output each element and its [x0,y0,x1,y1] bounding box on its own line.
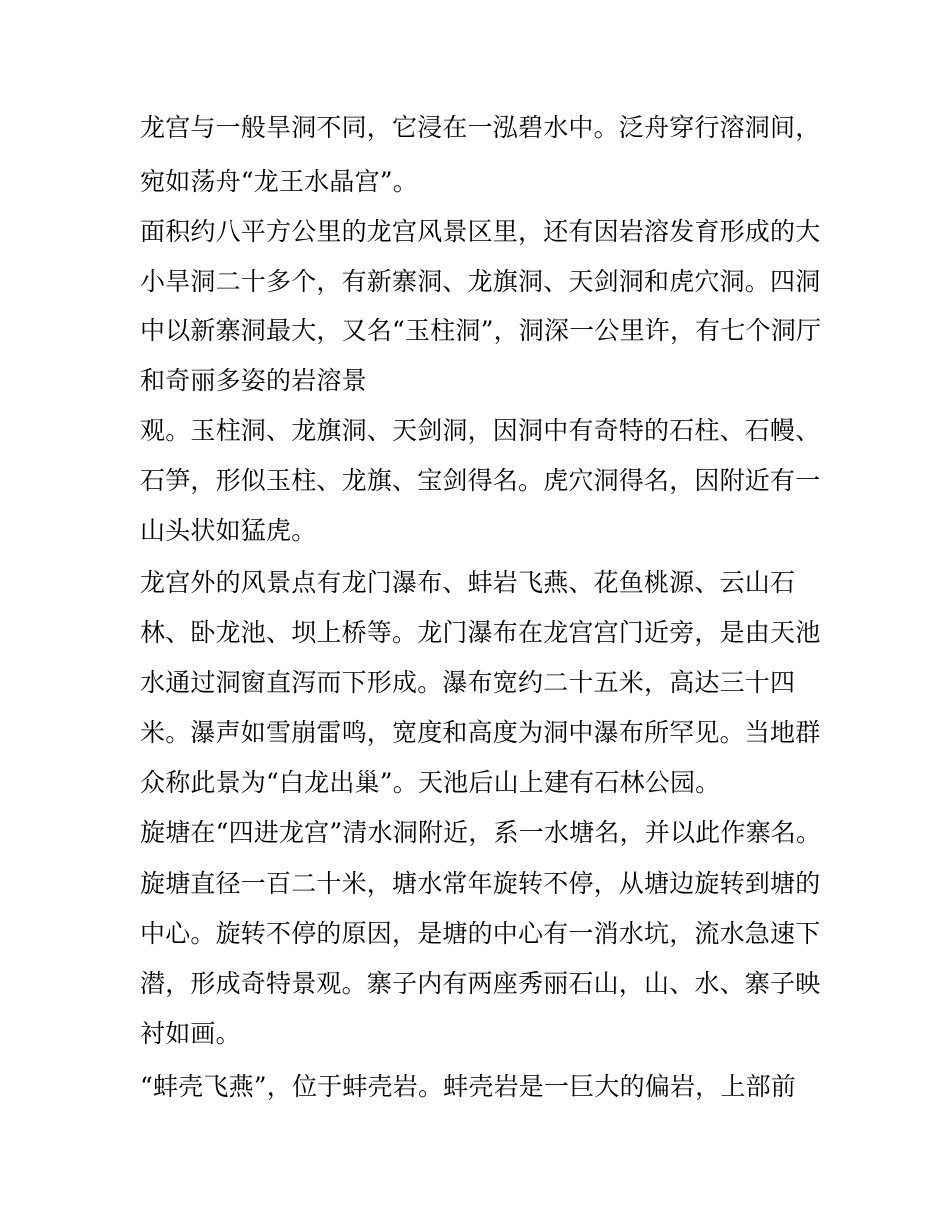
text-line: 旋塘在“四进龙宫”清水洞附近，系一水塘名，并以此作寨名。 [140,818,822,847]
text-line: 中心。旋转不停的原因，是塘的中心有一消水坑，流水急速下 [140,919,821,948]
text-line: 小旱洞二十多个，有新寨洞、龙旗洞、天剑洞和虎穴洞。四洞 [140,267,821,296]
text-line: 潜，形成奇特景观。寨子内有两座秀丽石山，山、水、寨子映 [140,969,821,998]
text-line: 衬如画。 [140,1019,241,1048]
text-line: 宛如荡舟“龙王水晶宫”。 [140,167,418,196]
text-line: 众称此景为“白龙出巢”。天池后山上建有石林公园。 [140,768,721,797]
text-line: “蚌壳飞燕”，位于蚌壳岩。蚌壳岩是一巨大的偏岩，上部前 [140,1072,796,1101]
text-line: 面积约八平方公里的龙宫风景区里，还有因岩溶发育形成的大 [140,217,821,246]
text-line: 和奇丽多姿的岩溶景 [140,366,367,395]
text-line: 水通过洞窗直泻而下形成。瀑布宽约二十五米，高达三十四 [140,668,796,697]
text-line: 山头状如猛虎。 [140,516,317,545]
text-line: 龙宫外的风景点有龙门瀑布、蚌岩飞燕、花鱼桃源、云山石 [140,568,796,597]
text-line: 中以新寨洞最大，又名“玉柱洞”，洞深一公里许，有七个洞厅 [140,316,822,345]
text-line: 林、卧龙池、坝上桥等。龙门瀑布在龙宫宫门近旁，是由天池 [140,618,821,647]
text-line: 石笋，形似玉柱、龙旗、宝剑得名。虎穴洞得名，因附近有一 [140,466,821,495]
text-line: 旋塘直径一百二十米，塘水常年旋转不停，从塘边旋转到塘的 [140,869,821,898]
text-line: 观。玉柱洞、龙旗洞、天剑洞，因洞中有奇特的石柱、石幔、 [140,416,821,445]
text-line: 龙宫与一般旱洞不同，它浸在一泓碧水中。泛舟穿行溶洞间， [140,113,821,142]
text-line: 米。瀑声如雪崩雷鸣，宽度和高度为洞中瀑布所罕见。当地群 [140,718,821,747]
